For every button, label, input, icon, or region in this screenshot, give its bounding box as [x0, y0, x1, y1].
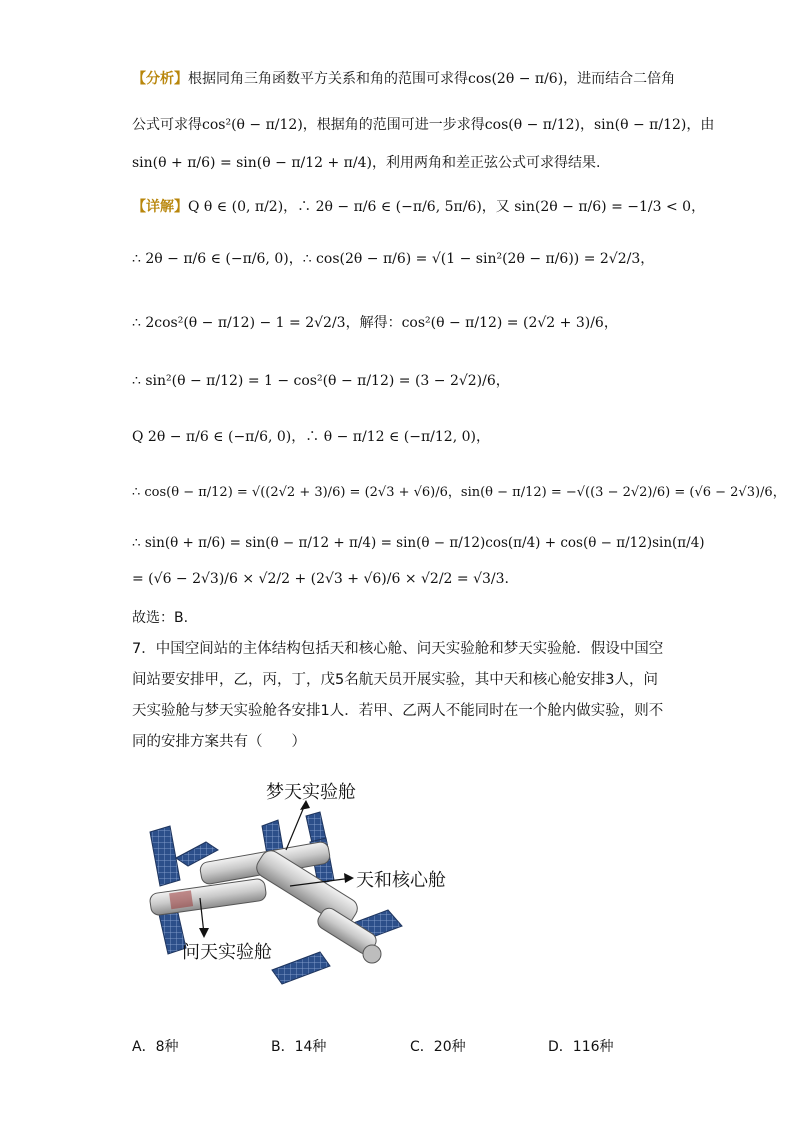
analysis-math-2b: cos(θ − π/12) — [484, 117, 580, 133]
option-c[interactable] — [410, 1036, 466, 1056]
solution-line-4 — [132, 370, 672, 392]
solution-line-2 — [132, 248, 672, 270]
solution-step-7: ∴ sin(θ + π/6) = sin(θ − π/12 + π/4) = sin(θ − π/12)cos(π/4) + cos(θ − π/12)sin(π/4) — [132, 535, 705, 551]
analysis-text-3: ，利用两角和差正弦公式可求得结果. — [371, 155, 601, 171]
question-text: 中国空间站的主体结构包括天和核心舱、问天实验舱和梦天实验舱．假设中国空间站要安排甲，乙，丙，丁，戊5名航天员开展实验，其中天和核心舱安排3人，问天实验舱与梦天实验舱各安排1人．若甲、乙两人不能同时在一个舱内做实验，则不同的安排方案共有（ ） — [132, 641, 664, 750]
analysis-text-1: 根据同角三角函数平方关系和角的范围可求得 — [188, 71, 468, 87]
solar-panel-bottom-1 — [272, 952, 330, 984]
analysis-text-2: 公式可求得 — [132, 117, 202, 133]
question-7 — [132, 634, 664, 758]
label-mengtian: 梦天实验舱 — [266, 782, 356, 803]
solution-step-2: ∴ 2θ − π/6 ∈ (−π/6, 0)，∴ cos(2θ − π/6) = √(1 − sin²(2θ − π/6)) = 2√2/3， — [132, 251, 655, 267]
solution-step-5: Q 2θ − π/6 ∈ (−π/6, 0)，∴ θ − π/12 ∈ (−π/12, 0)， — [132, 429, 490, 445]
solution-step-8: = (√6 − 2√3)/6 × √2/2 + (2√3 + √6)/6 × √2/2 = √3/3. — [132, 571, 509, 587]
option-a-letter: A． — [132, 1039, 156, 1055]
solution-step-3a: ∴ 2cos²(θ − π/12) − 1 = 2√2/3 — [132, 315, 346, 331]
solar-panel-left-1 — [150, 826, 180, 886]
option-d-value: 116种 — [572, 1039, 614, 1055]
option-c-value: 20种 — [433, 1039, 466, 1055]
solution-line-6 — [132, 482, 786, 504]
solution-tag: 【详解】 — [132, 199, 188, 215]
analysis-mid-2: ，根据角的范围可进一步求得 — [302, 117, 485, 133]
solution-step-1: Q θ ∈ (0, π/2)，∴ 2θ − π/6 ∈ (−π/6, 5π/6)，又 sin(2θ − π/6) = −1/3 < 0， — [188, 199, 706, 215]
option-a[interactable] — [132, 1036, 179, 1056]
solution-step-3c: cos²(θ − π/12) = (2√2 + 3)/6， — [401, 315, 618, 331]
solution-step-4: ∴ sin²(θ − π/12) = 1 − cos²(θ − π/12) = (3 − 2√2)/6， — [132, 373, 510, 389]
label-wentian: 问天实验舱 — [182, 942, 272, 963]
solution-line-5 — [132, 426, 672, 448]
solution-line-3 — [132, 312, 672, 334]
space-station-figure — [140, 770, 470, 1000]
analysis-sep-2: ， — [579, 117, 594, 133]
solution-line-1 — [132, 196, 706, 218]
analysis-math-2c: sin(θ − π/12) — [593, 117, 687, 133]
analysis-tail-1: ，进而结合二倍角 — [563, 71, 676, 87]
question-number: 7． — [132, 641, 156, 657]
analysis-math-3: sin(θ + π/6) = sin(θ − π/12 + π/4) — [132, 155, 372, 171]
option-b[interactable] — [271, 1036, 326, 1056]
solution-line-7 — [132, 532, 705, 554]
solution-answer: 故选：B. — [132, 610, 189, 626]
solution-line-8 — [132, 568, 672, 590]
answer-options — [132, 1036, 692, 1056]
option-d-letter: D． — [548, 1039, 573, 1055]
analysis-line-2 — [132, 114, 715, 136]
analysis-line-3 — [132, 152, 672, 174]
solution-step-6: ∴ cos(θ − π/12) = √((2√2 + 3)/6) = (2√3 + √6)/6，sin(θ − π/12) = −√((3 − 2√2)/6) = (√6 − 2√3)/6， — [132, 485, 786, 500]
option-b-letter: B． — [271, 1039, 295, 1055]
analysis-tag: 【分析】 — [132, 71, 188, 87]
analysis-tail-2: ，由 — [686, 117, 715, 133]
option-a-value: 8种 — [155, 1039, 179, 1055]
solution-step-3b: ，解得： — [345, 315, 402, 331]
option-d[interactable] — [548, 1036, 614, 1056]
option-b-value: 14种 — [294, 1039, 327, 1055]
label-tianhe: 天和核心舱 — [356, 870, 446, 891]
analysis-math-2a: cos²(θ − π/12) — [202, 117, 303, 133]
analysis-line-1 — [132, 68, 676, 90]
analysis-math-1: cos(2θ − π/6) — [468, 71, 564, 87]
option-c-letter: C． — [410, 1039, 434, 1055]
arrow-mengtian — [286, 800, 310, 850]
